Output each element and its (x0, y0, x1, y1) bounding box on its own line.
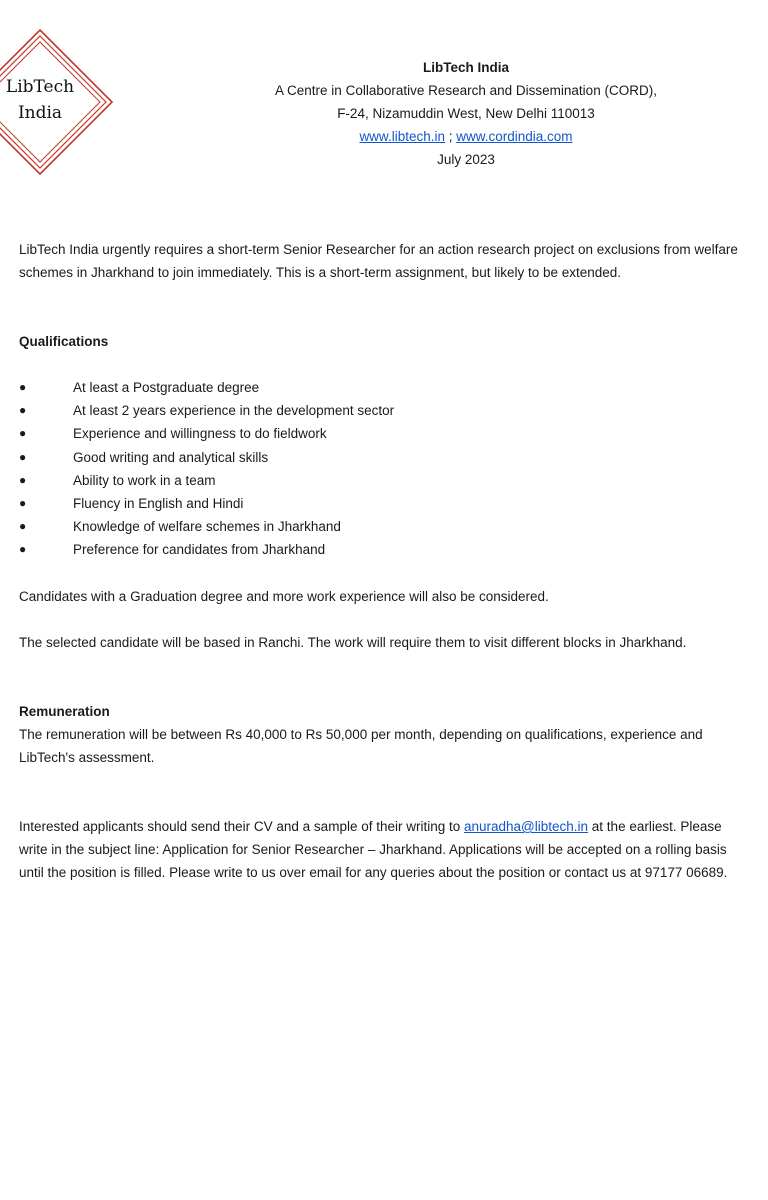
remuneration-paragraph: The remuneration will be between Rs 40,000 to Rs 50,000 per month, depending on qualifications, experience and LibTech's assessment. (19, 727, 703, 765)
qualifications-heading: Qualifications (19, 334, 109, 349)
bullet-icon: ● (19, 380, 27, 394)
bullet-icon: ● (19, 426, 27, 441)
libtech-website-link[interactable]: www.libtech.in (359, 129, 445, 144)
org-description: A Centre in Collaborative Research and Dissemination (CORD), (275, 83, 657, 98)
bullet-icon: ● (19, 403, 27, 418)
org-name: LibTech India (422, 60, 509, 75)
letterhead (190, 56, 742, 171)
bullet-icon: ● (19, 519, 27, 534)
contact-email-link[interactable]: anuradha@libtech.in (464, 819, 589, 834)
list-item: ● Experience and willingness to do fieldwork (19, 422, 743, 445)
remuneration-heading: Remuneration (19, 704, 110, 719)
application-paragraph: Interested applicants should send their CV and a sample of their writing to anuradha@libtech.in at the earliest. Please write in the subject line: Application for Senior Researcher – Jharkhand. Applications will be accepted on a rolling basis until the position is filled. Please write to us over email for any queries about the position or contact us at 97177 06689. (19, 819, 728, 880)
document-date: July 2023 (437, 152, 495, 167)
bullet-icon: ● (19, 542, 27, 557)
list-item: ● Ability to work in a team (19, 469, 743, 492)
logo-text-line2: India (17, 103, 63, 123)
link-separator: ; (444, 129, 457, 144)
bullet-icon: ● (19, 496, 27, 511)
website-links (190, 125, 742, 148)
list-item: ● Knowledge of welfare schemes in Jharkhand (19, 515, 743, 538)
list-item: ● Fluency in English and Hindi (19, 492, 743, 515)
qualifications-list (19, 376, 743, 562)
intro-paragraph: LibTech India urgently requires a short-term Senior Researcher for an action research project on exclusions from welfare schemes in Jharkhand to join immediately. This is a short-term assignment, but likely to be extended. (19, 242, 738, 280)
list-item: ● At least 2 years experience in the development sector (19, 399, 743, 422)
bullet-icon: ● (19, 449, 27, 464)
list-item: ● Preference for candidates from Jharkhand (19, 538, 743, 561)
cordindia-website-link[interactable]: www.cordindia.com (456, 129, 573, 144)
org-address: F-24, Nizamuddin West, New Delhi 110013 (337, 106, 595, 121)
logo-text-line1: LibTech (5, 77, 75, 97)
location-note: The selected candidate will be based in Ranchi. The work will require them to visit different blocks in Jharkhand. (19, 635, 687, 650)
bullet-icon: ● (19, 472, 27, 487)
list-item: ● At least a Postgraduate degree (19, 376, 743, 399)
list-item: ● Good writing and analytical skills (19, 446, 743, 469)
libtech-logo (0, 28, 118, 176)
graduation-note: Candidates with a Graduation degree and more work experience will also be considered. (19, 589, 549, 604)
